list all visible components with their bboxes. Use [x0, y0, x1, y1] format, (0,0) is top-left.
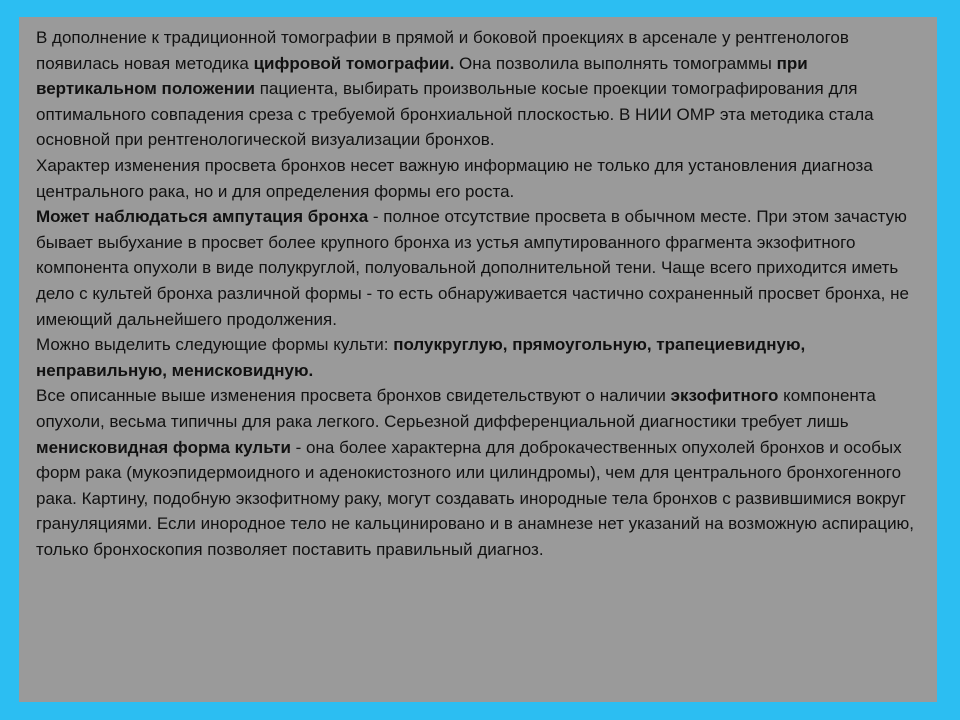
paragraph-lumen-change: Характер изменения просвета бронхов несет важную информацию не только для установления диагноза центрального рака, но и для определения формы его роста.: [36, 155, 873, 201]
paragraph-differential-diagnosis: Все описанные выше изменения просвета бронхов свидетельствуют о наличии экзофитного компонента опухоли, весьма типичны для рака легкого. Серьезной дифференциальной диагностики требует лишь менисковидная форма культи - она более характерна для доброкачественных опухолей бронхов и особых форм рака (мукоэпидермоидного и аденокистозного или цилиндромы), чем для центрального бронхогенного рака. Картину, подобную экзофитному раку, могут создавать инородные тела бронхов с развившимися вокруг грануляциями. Если инородное тело не кальцинировано и в анамнезе нет указаний на возможную аспирацию, только бронхоскопия позволяет поставить правильный диагноз.: [36, 386, 915, 559]
paragraph-digital-tomography: В дополнение к традиционной томографии в прямой и боковой проекциях в арсенале у рентгенологов появилась новая методика цифровой томографии. Она позволила выполнять томограммы при вертикальном положении пациента, выбирать произвольные косые проекции томографирования для оптимального совпадения среза с требуемой бронхиальной плоскостью. В НИИ ОМР эта методика стала основной при рентгенологической визуализации бронхов.: [36, 28, 874, 150]
paragraph-stump-forms: Можно выделить следующие формы культи: полукруглую, прямоугольную, трапециевидную, неправильную, менисковидную.: [36, 335, 806, 380]
paragraph-amputation: Может наблюдаться ампутация бронха - полное отсутствие просвета в обычном месте. При этом зачастую бывает выбухание в просвет более крупного бронха из устья ампутированного фрагмента экзофитного компонента опухоли в виде полукруглой, полуовальной дополнительной тени. Чаще всего приходится иметь дело с культей бронха различной формы - то есть обнаруживается частично сохраненный просвет бронха, не имеющий дальнейшего продолжения.: [36, 207, 909, 329]
text-body: [36, 25, 926, 562]
content-panel: [19, 17, 937, 702]
